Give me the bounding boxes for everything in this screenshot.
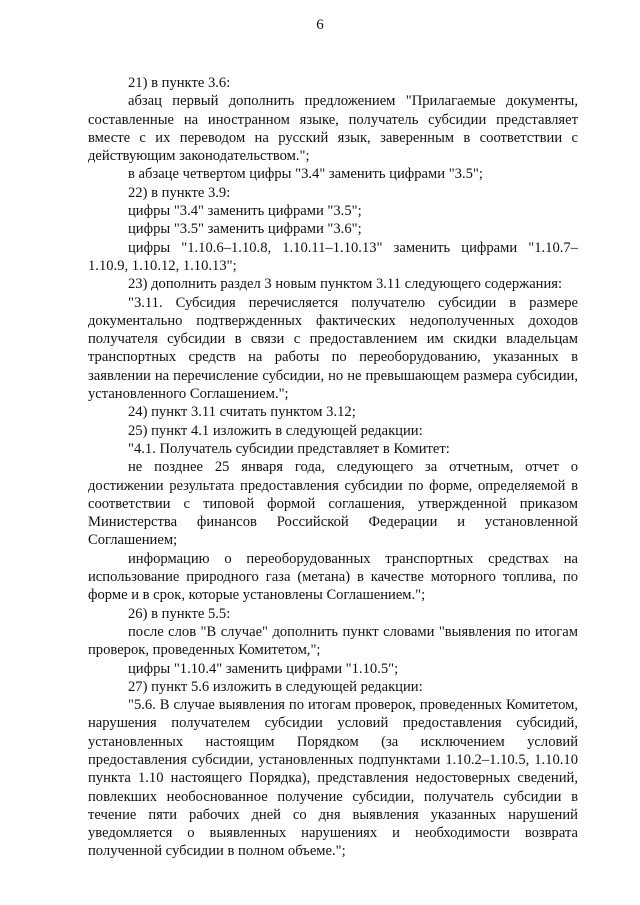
paragraph-item-21-abzac-4: в абзаце четвертом цифры "3.4" заменить цифрами "3.5";: [128, 166, 483, 183]
paragraph-clause-4-1-info: информацию о переоборудованных транспортных средствах на использование природного газа (метана) в качестве моторного топлива, по форме и в срок, которые установлены Соглашением.";: [88, 550, 578, 604]
paragraph-item-22-change-3: цифры "1.10.6–1.10.8, 1.10.11–1.10.13" заменить цифрами "1.10.7–1.10.9, 1.10.12, 1.10.13";: [88, 239, 578, 274]
paragraph-item-22-change-2: цифры "3.5" заменить цифрами "3.6";: [128, 221, 362, 238]
paragraph-clause-4-1-report: не позднее 25 января года, следующего за отчетным, отчет о достижении результата предоставления субсидии по форме, определяемой в соответствии с типовой формой соглашения, утвержденной приказом Министерства финансов Российской Федерации и установленной Соглашением;: [88, 459, 578, 549]
paragraph-item-25: 25) пункт 4.1 изложить в следующей редакции:: [128, 422, 423, 439]
paragraph-clause-4-1: "4.1. Получатель субсидии представляет в Комитет:: [128, 440, 450, 457]
paragraph-item-21-abzac-1: абзац первый дополнить предложением "Прилагаемые документы, составленные на иностранном языке, получатель субсидии представляет вместе с их переводом на русский язык, заверенным в соответствии с действующим законодательством.";: [88, 93, 578, 165]
document-body: [88, 74, 578, 861]
paragraph-item-24: 24) пункт 3.11 считать пунктом 3.12;: [128, 404, 356, 421]
page-number: 6: [316, 17, 324, 33]
paragraph-item-26: 26) в пункте 5.5:: [128, 605, 231, 622]
paragraph-item-22-change-1: цифры "3.4" заменить цифрами "3.5";: [128, 203, 362, 220]
paragraph-item-21: 21) в пункте 3.6:: [128, 75, 231, 91]
paragraph-item-26-change-2: цифры "1.10.4" заменить цифрами "1.10.5";: [128, 660, 399, 677]
paragraph-clause-3-11: "3.11. Субсидия перечисляется получателю субсидии в размере документально подтвержденных фактических недополученных доходов получателя субсидии в связи с предоставлением им скидки владельцам транспортных средств на работы по переоборудованию, указанных в заявлении на перечисление субсидии, но не превышающем размера субсидии, установленного Соглашением.";: [88, 294, 578, 403]
paragraph-item-27: 27) пункт 5.6 изложить в следующей редакции:: [128, 678, 423, 695]
paragraph-item-23: 23) дополнить раздел 3 новым пунктом 3.11 следующего содержания:: [128, 276, 563, 293]
paragraph-item-26-change-1: после слов "В случае" дополнить пункт словами "выявления по итогам проверок, проведенных Комитетом,";: [88, 623, 578, 659]
paragraph-clause-5-6: "5.6. В случае выявления по итогам проверок, проведенных Комитетом, нарушения получателем субсидии условий предоставления субсидий, установленных настоящим Порядком (за исключением условий предоставления субсидии, установленных подпунктами 1.10.2–1.10.5, 1.10.10 пункта 1.10 настоящего Порядка), представления недостоверных сведений, повлекших необоснованное получение субсидии, получатель субсидии в течение пяти рабочих дней со дня выявления указанных нарушений уведомляется о выявленных нарушениях и необходимости возврата полученной субсидии в полном объеме.";: [88, 697, 578, 860]
paragraph-item-22: 22) в пункте 3.9:: [128, 184, 231, 201]
